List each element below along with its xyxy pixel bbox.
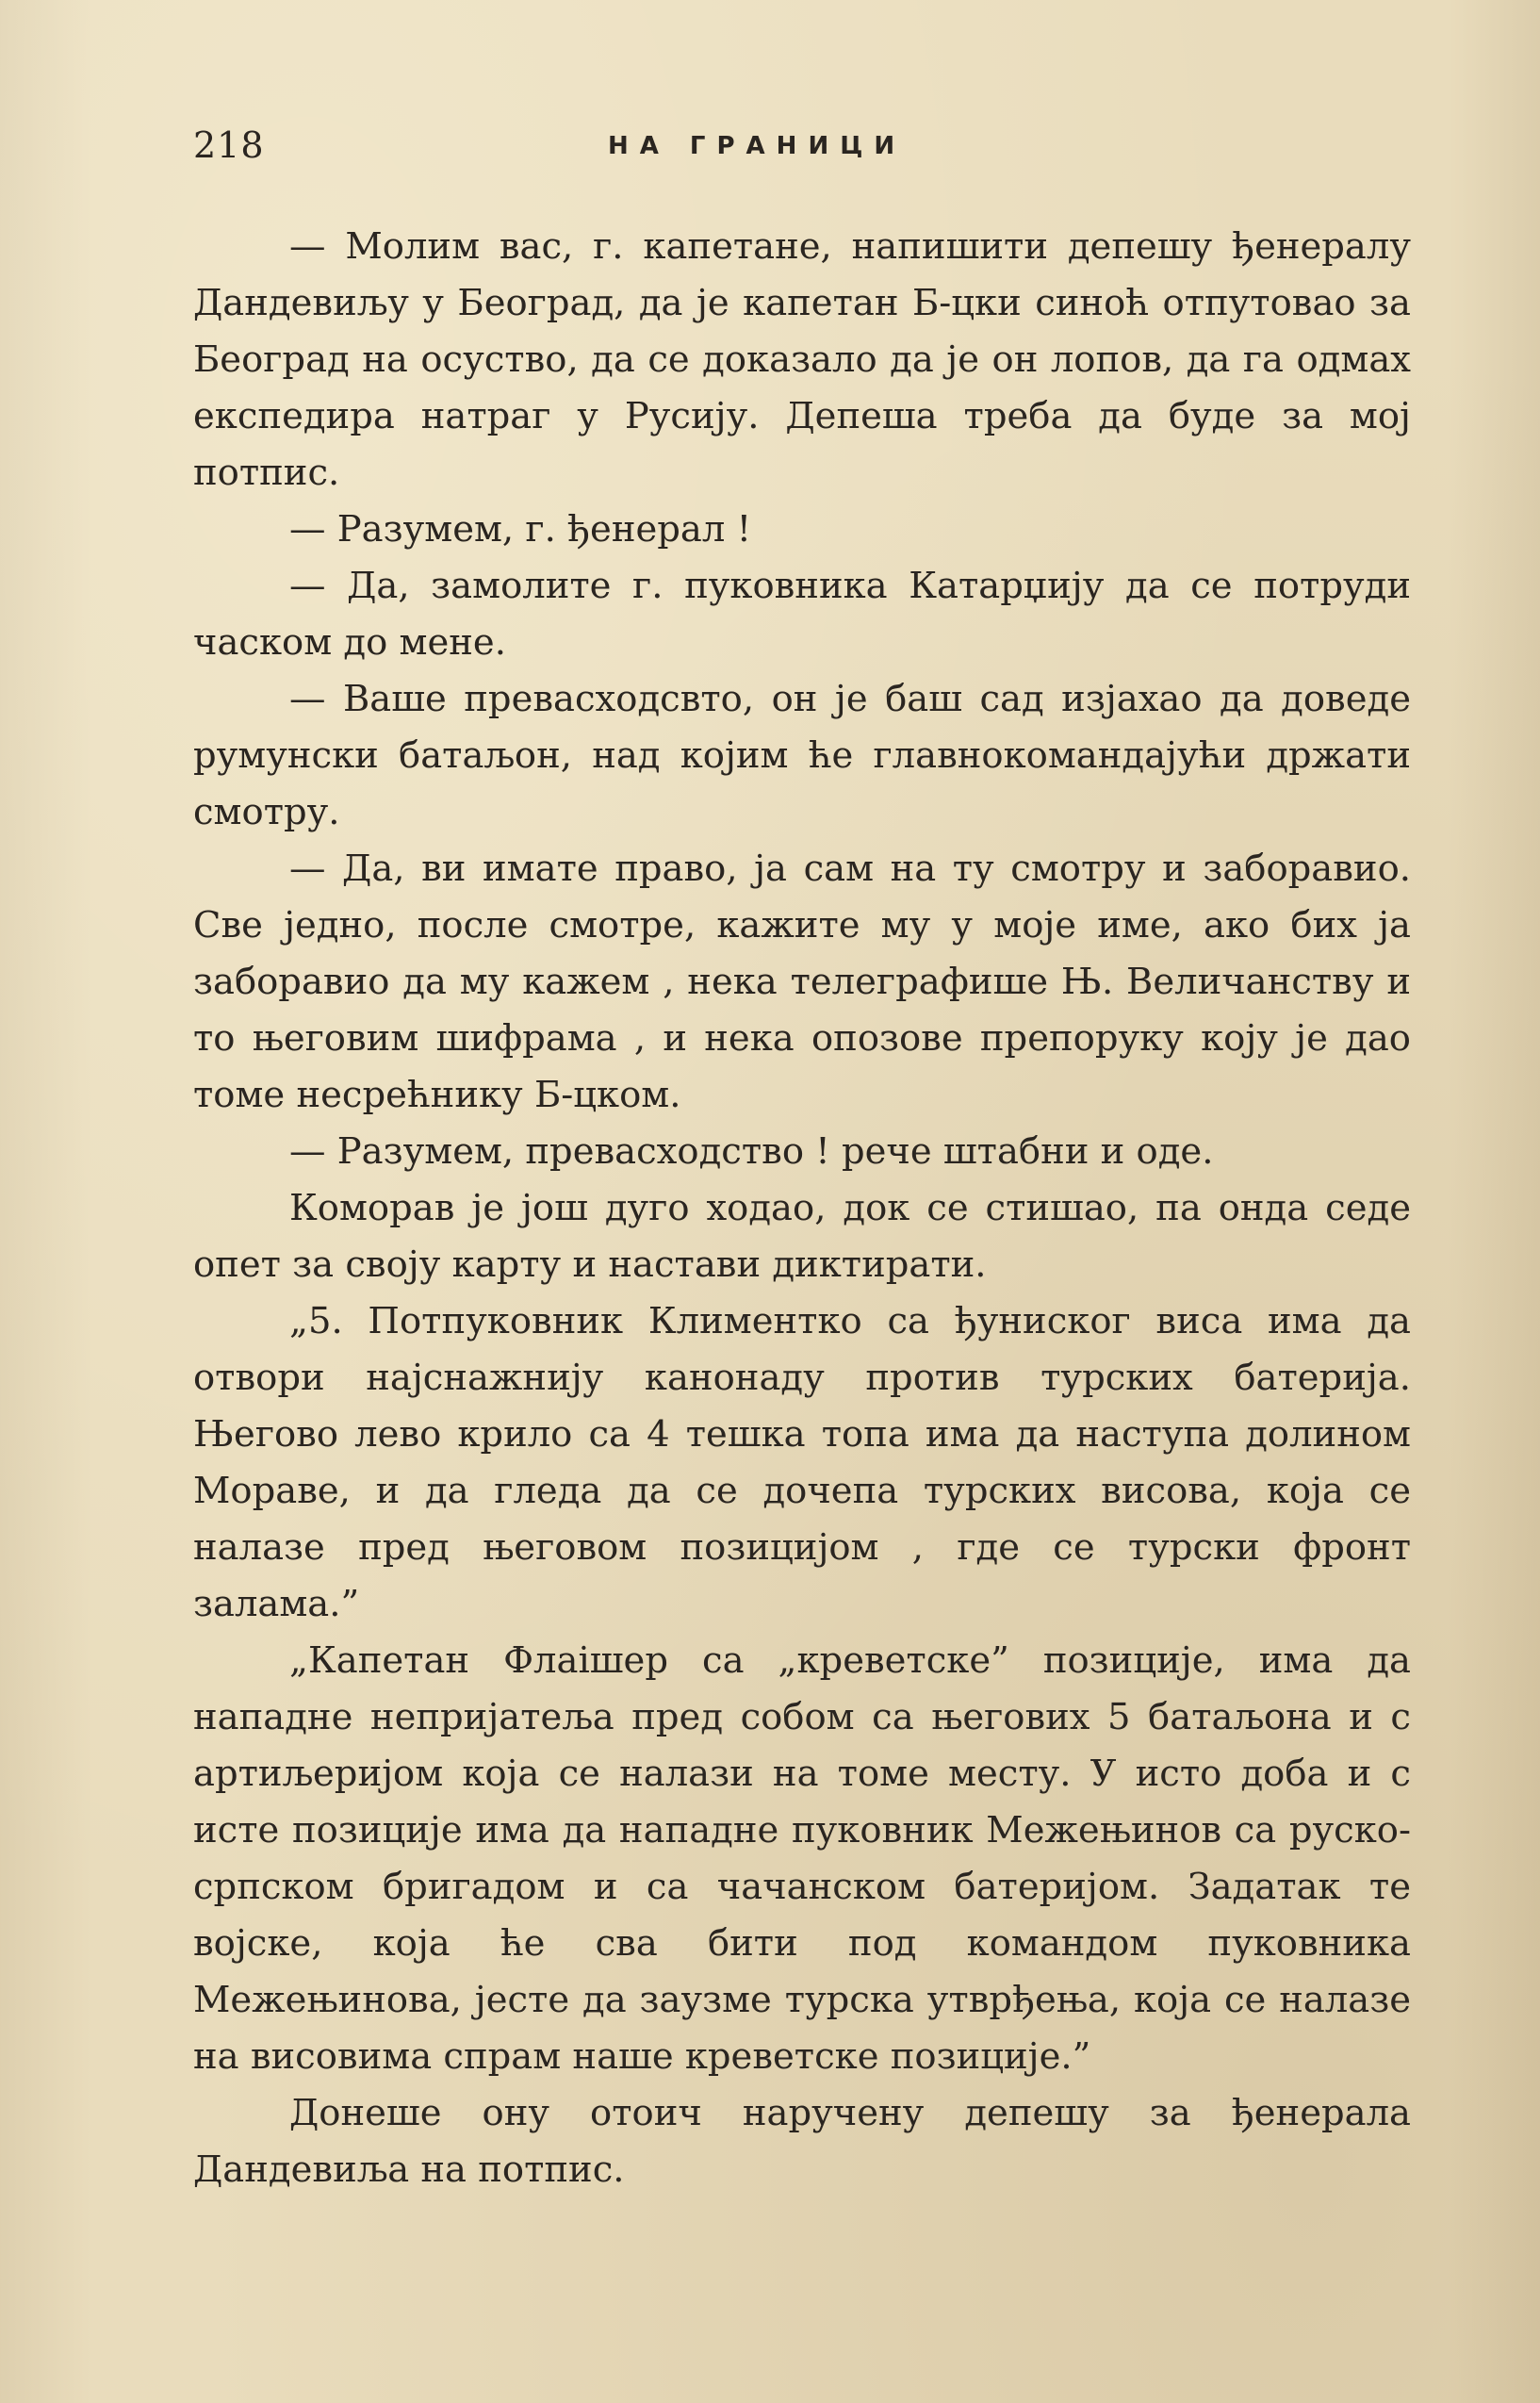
paragraph: „Капетан Флаішер са „креветске” позиције, има да нападне непријатеља пред собом са његових 5 батаљона и с артиљеријом која се налази на томе месту. У исто доба и с исте позиције има да нападне пуковник Межењинов са руско-српском бригадом и са чачанском батеријом. Задатак те војске, која ће сва бити под командом пуковника Межењинова, јесте да заузме турска утврђења, која се налазе на висовима спрам наше креветске позиције.” xyxy=(193,1639,1411,2078)
page-number: 218 xyxy=(193,124,265,166)
running-head xyxy=(193,124,1418,181)
paragraph: — Ваше превасходсвто, он је баш сад изјахао да доведе румунски батаљон, над којим ће главнокомандајући држати смотру. xyxy=(193,678,1411,833)
paragraph: — Разумем, г. ђенерал ! xyxy=(289,508,752,551)
paragraph: — Молим вас, г. капетане, напишити депешу ђенералу Дандевиљу у Београд, да је капетан Б-цки синоћ отпутовао за Београд на осуство, да се доказало да је он лопов, да га одмах експедира натраг у Русију. Депеша треба да буде за мој потпис. xyxy=(193,225,1411,494)
paragraph: — Разумем, превасходство ! рече штабни и оде. xyxy=(289,1130,1214,1173)
paragraph: Коморав је још дуго ходао, док се стишао, па онда седе опет за своју карту и настави диктирати. xyxy=(193,1187,1411,1286)
paragraph: — Да, ви имате право, ја сам на ту смотру и заборавио. Све једно, после смотре, кажите му у моје име, ако бих ја заборавио да му кажем , нека телеграфише Њ. Величанству и то његовим шифрама , и нека опозове препоруку коју је дао томе несрећнику Б-цком. xyxy=(193,848,1411,1116)
running-title: НА ГРАНИЦИ xyxy=(608,132,907,160)
paragraph: „5. Потпуковник Климентко са ђуниског виса има да отвори најснажнију канонаду против турских батерија. Његово лево крило са 4 тешка топа има да наступа долином Мораве, и да гледа да се дочепа турских висова, која се налазе пред његовом позицијом , где се турски фронт залама.” xyxy=(193,1300,1411,1625)
text-body xyxy=(193,219,1411,2198)
paragraph: — Да, замолите г. пуковника Катарџију да се потруди часком до мене. xyxy=(193,565,1411,664)
paragraph: Донеше ону отоич наручену депешу за ђенерала Дандевиља на потпис. xyxy=(193,2092,1411,2191)
